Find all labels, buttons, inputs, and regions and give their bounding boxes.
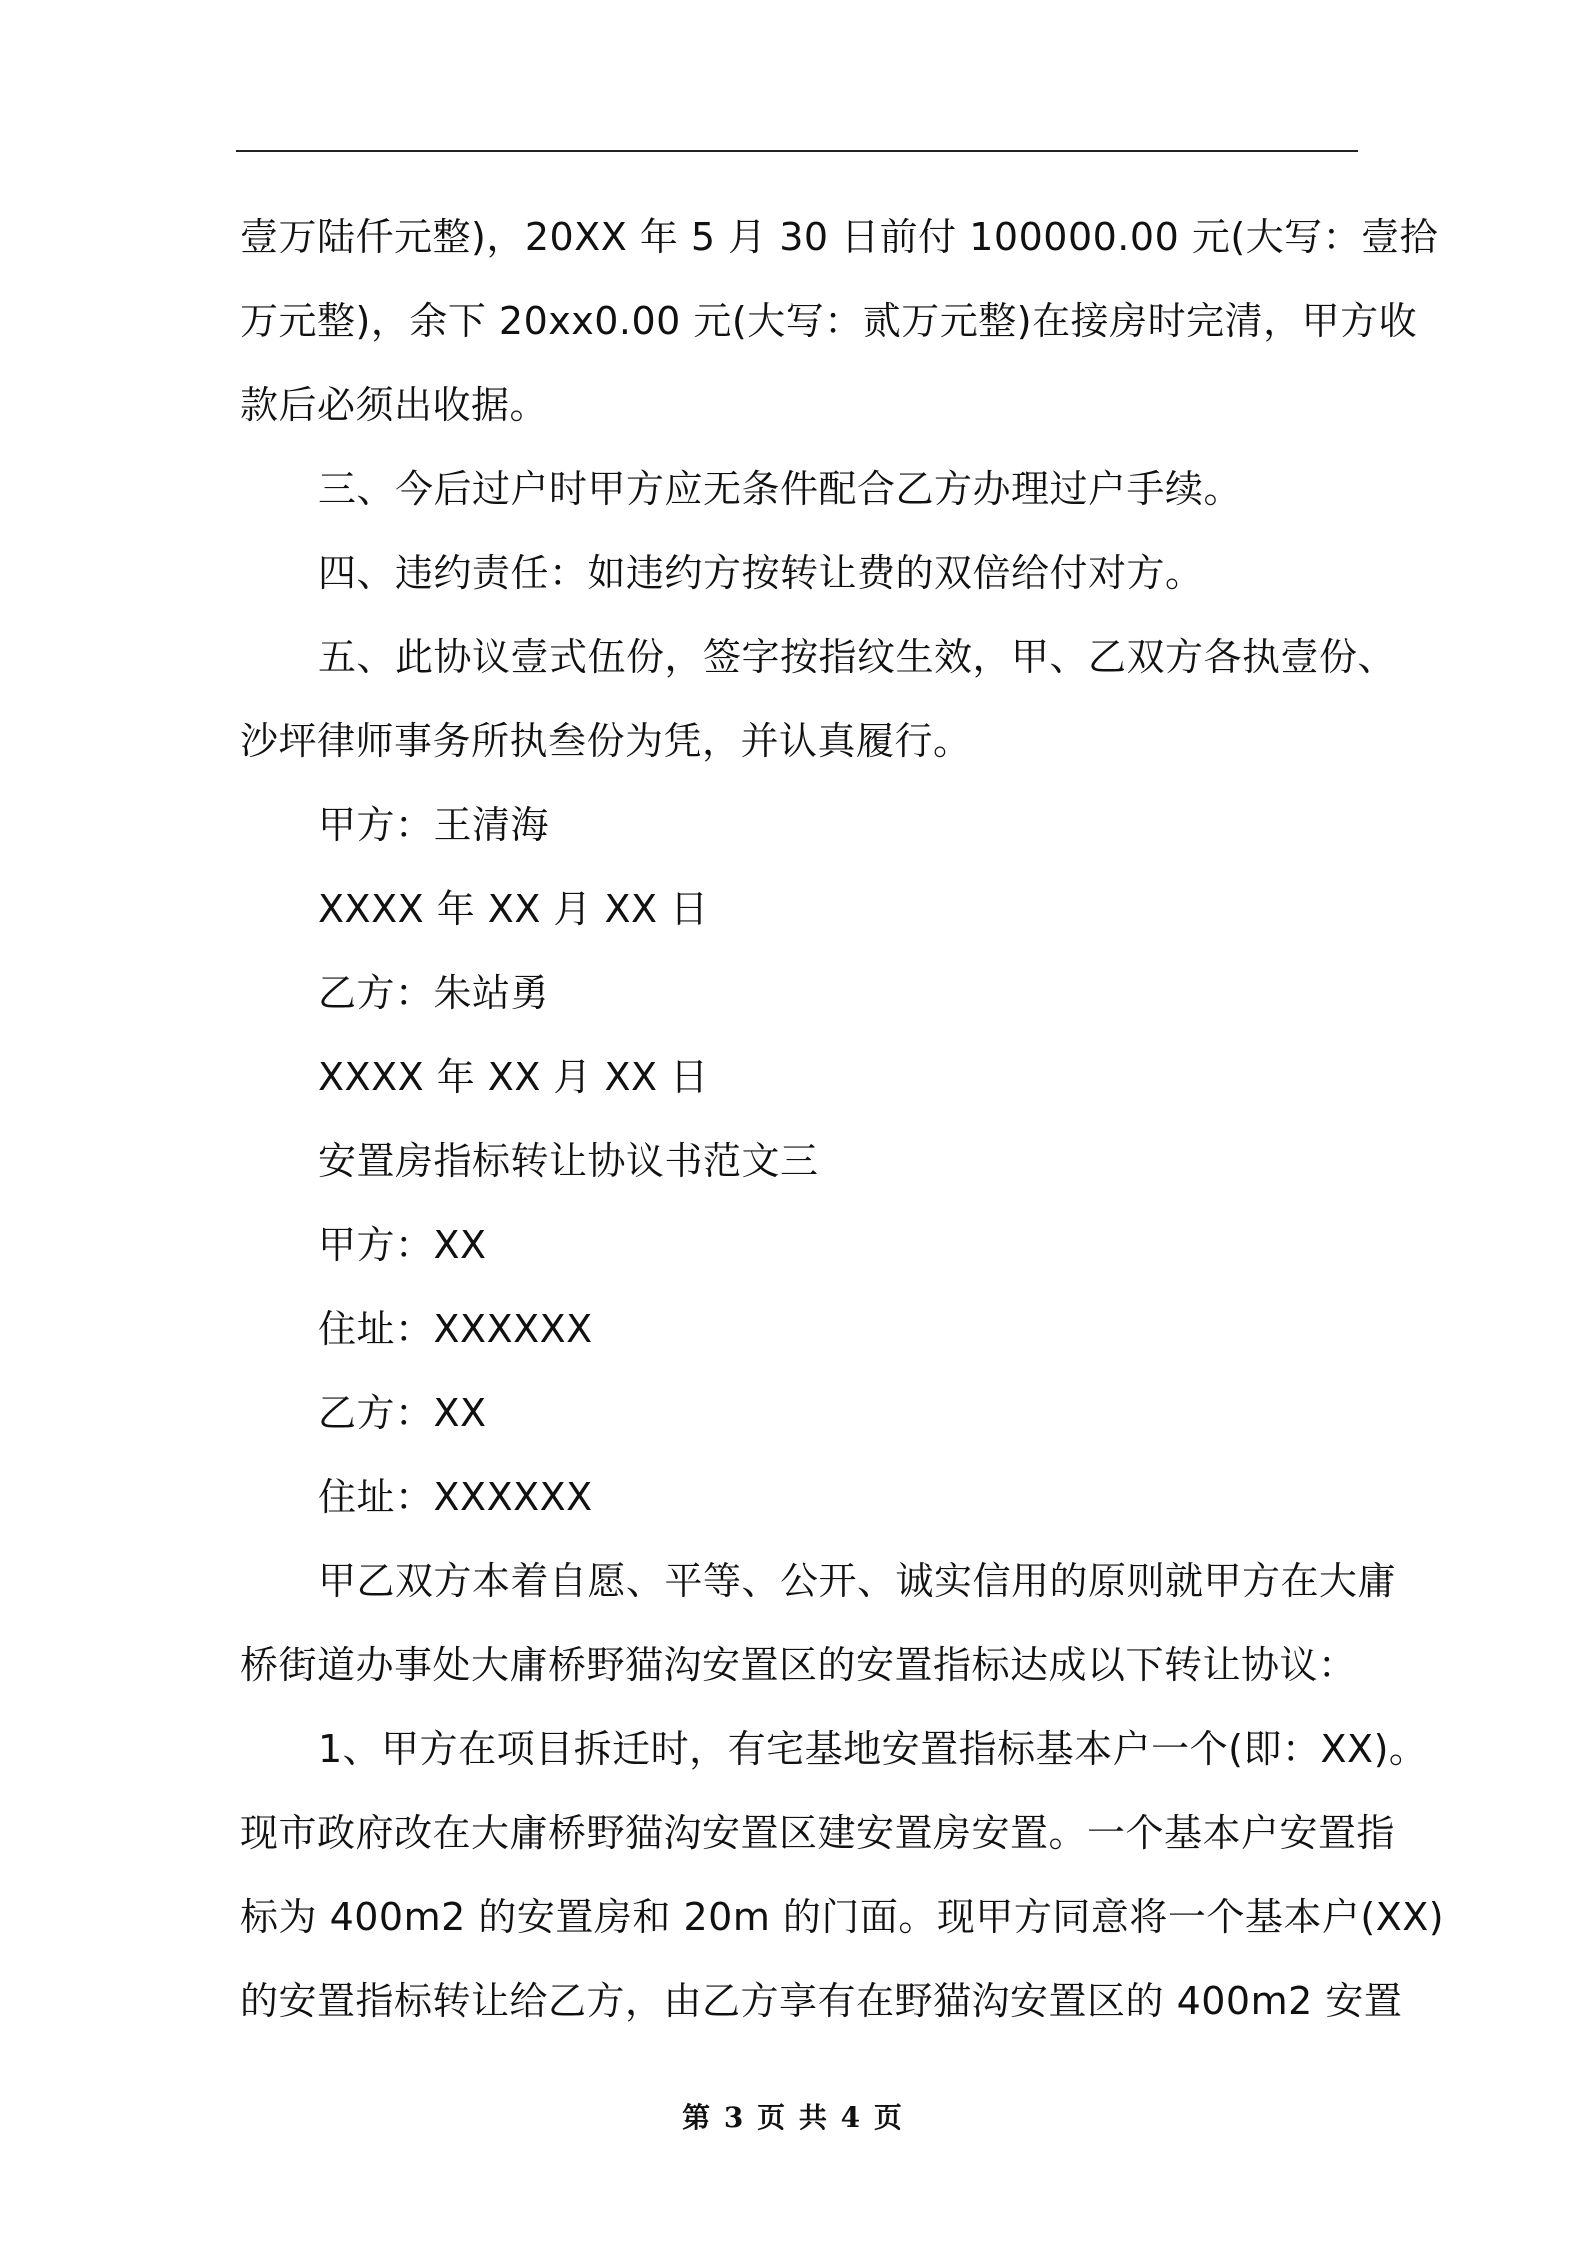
clause-4: 四、违约责任：如违约方按转让费的双倍给付对方。 [318,551,1204,595]
page-number: 第 3 页 共 4 页 [682,2101,904,2134]
section-title: 安置房指标转让协议书范文三 [318,1139,819,1183]
article-1-line-1: 1、甲方在项目拆迁时，有宅基地安置指标基本户一个(即：XX)。 [318,1727,1428,1771]
party-a-date: XXXX 年 XX 月 XX 日 [318,887,709,931]
text-line-2: 万元整)，余下 20xx0.00 元(大写：贰万元整)在接房时完清，甲方收 [240,299,1418,343]
party-b-name: 乙方：XX [318,1391,487,1435]
article-1-line-2: 现市政府改在大庸桥野猫沟安置区建安置房安置。一个基本户安置指 [240,1811,1396,1855]
clause-5: 五、此协议壹式伍份，签字按指纹生效，甲、乙双方各执壹份、 [318,635,1397,679]
header-rule [236,150,1358,152]
clause-5-continued: 沙坪律师事务所执叁份为凭，并认真履行。 [240,719,972,763]
preamble-line-1: 甲乙双方本着自愿、平等、公开、诚实信用的原则就甲方在大庸 [318,1559,1397,1603]
article-1-line-4: 的安置指标转让给乙方，由乙方享有在野猫沟安置区的 400m2 安置 [240,1979,1403,2023]
article-1-line-3: 标为 400m2 的安置房和 20m 的门面。现甲方同意将一个基本户(XX) [240,1895,1445,1939]
party-b-address: 住址：XXXXXX [318,1475,593,1519]
document-body [240,195,1445,2043]
party-a-address: 住址：XXXXXX [318,1307,593,1351]
clause-3: 三、今后过户时甲方应无条件配合乙方办理过户手续。 [318,467,1243,511]
party-a-signature: 甲方：王清海 [318,803,550,847]
party-a-name: 甲方：XX [318,1223,487,1267]
preamble-line-2: 桥街道办事处大庸桥野猫沟安置区的安置指标达成以下转让协议： [240,1643,1357,1687]
text-line-1: 壹万陆仟元整)，20XX 年 5 月 30 日前付 100000.00 元(大写：壹拾 [240,215,1439,259]
party-b-date: XXXX 年 XX 月 XX 日 [318,1055,709,1099]
party-b-signature: 乙方：朱站勇 [318,971,550,1015]
text-line-3: 款后必须出收据。 [240,383,549,427]
